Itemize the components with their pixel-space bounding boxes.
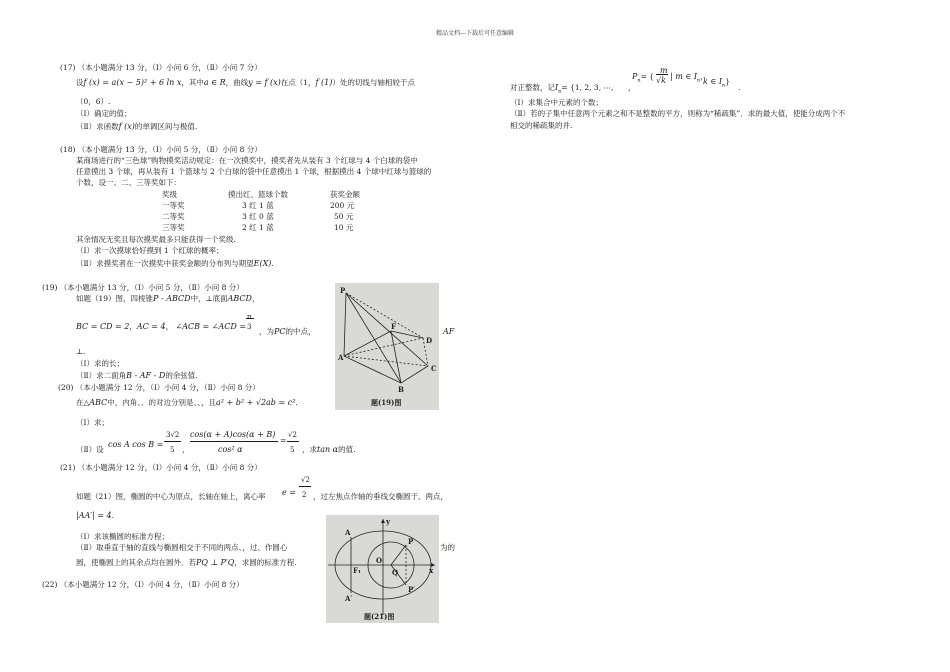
point-label-p-prime: P′ (408, 585, 416, 594)
q17-part1: （Ⅰ）确定的值； (76, 109, 132, 118)
q19-title: (19) （本小题满分 13 分，（Ⅰ）小问 5 分，（Ⅱ）小问 8 分） (42, 283, 244, 292)
q20-eq2-rhs-num: √2 (288, 431, 297, 439)
point-label-p: P (408, 537, 414, 546)
q20-eq2-num: cos(α + A)cos(α + B) (190, 430, 276, 439)
table-cell: 3 红 0 蓝 (242, 212, 274, 221)
q18-part2: （Ⅱ）求摸奖者在一次摸奖中获奖金额的分布列与期望E(X). (76, 259, 274, 268)
q18-text-3: 个数，设一、二、三等奖如下： (76, 178, 181, 187)
table-row (160, 200, 420, 211)
header-cell: 摸出红、篮球个数 (228, 190, 288, 199)
fraction-pi-denominator: 3 (247, 323, 252, 331)
table-cell: 2 红 1 蓝 (242, 223, 274, 232)
q21-text-1a: 如题（21）图，椭圆的中心为原点，长轴在轴上，离心率 (76, 492, 266, 501)
q21-part1: （Ⅰ）求该椭圆的标准方程； (76, 532, 169, 541)
q18-title: (18) （本小题满分 13 分，（Ⅰ）小问 5 分，（Ⅱ）小问 8 分） (60, 145, 262, 154)
q22-part2: （Ⅱ）若的子集中任意两个元素之和不是整数的平方，则称为“稀疏集”．求的最大值，使能分成两个不 (510, 109, 846, 118)
header-cell: 奖级 (162, 190, 177, 199)
set-p-cond: | m ∈ $I_n$， (670, 72, 708, 84)
fraction-bar (299, 486, 311, 487)
prize-table (160, 189, 420, 233)
fraction-bar (164, 441, 181, 442)
q21-title: (21) （本小题满分 12 分，（Ⅰ）小问 4 分，（Ⅱ）小问 8 分） (60, 463, 262, 472)
q18-part1: （Ⅰ）求一次摸球恰好摸到 1 个红球的概率； (76, 246, 224, 255)
point-label-a: A (345, 528, 351, 537)
pyramid-diagram (335, 283, 439, 410)
q20-eq1-den: 5 (170, 446, 175, 454)
point-label-q: Q (392, 568, 399, 577)
set-p-m: m (660, 66, 668, 75)
q17-statement: 设f (x) = a(x − 5)² + 6 ln x，其中a ∈ R，曲线y = f (x)在点（1，f (1)）处的切线与轴相较于点 (76, 78, 415, 87)
q20-comma: ， (182, 445, 190, 454)
prize-table-header (160, 189, 420, 200)
header-cell: 获奖金额 (330, 190, 360, 199)
q19-text-3: ⊥. (76, 347, 86, 356)
q21-part2-b: 圆，使椭圆上的其余点均在圆外．若PQ ⊥ P′Q，求圆的标准方程. (76, 558, 297, 567)
point-label-a-prime: A′ (345, 594, 353, 603)
q21-part2-tail: 为的 (440, 543, 455, 552)
q22-part2-cont: 相交的稀疏集的并. (510, 121, 573, 130)
q20-title: (20) （本小题满分 12 分，（Ⅰ）小问 4 分，（Ⅱ）小问 8 分） (58, 383, 260, 392)
table-cell: 二等奖 (162, 212, 185, 221)
point-label-f1: F₁ (353, 566, 362, 575)
fraction-bar (246, 318, 254, 319)
q18-text-1: 某商场进行的“三色球”购物摸奖活动规定：在一次摸奖中，摸奖者先从装有 3 个红球与 4 个白球的袋中 (76, 156, 418, 165)
table-cell: 10 元 (334, 223, 354, 232)
vertex-label-c: C (431, 364, 437, 373)
q20-part2-prefix: （Ⅱ）设 (76, 445, 104, 454)
table-cell: 三等奖 (162, 223, 185, 232)
table-cell: 一等奖 (162, 201, 185, 210)
fraction-bar (190, 441, 278, 442)
q19-text-2b: ，为PC的中点， (259, 327, 316, 336)
set-p-cond2: k ∈ $I_n$} (703, 77, 731, 89)
right-text-1: 对正整数，记$I_n= \{1$, 2, 3, ⋯, (510, 83, 614, 95)
q21-text-2: |AA′| = 4. (76, 511, 115, 520)
q19-text-2: BC = CD = 2，AC = 4， ∠ACB = ∠ACD = (76, 322, 247, 331)
q20-text-1: 在△ABC中，内角、、的对边分别是、、，且a² + b² + √2ab = c². (76, 398, 298, 407)
ellipse-diagram (326, 515, 439, 623)
q19-text-1: 如题（19）图，四棱锥P - ABCD中，⊥底面ABCD， (76, 294, 260, 303)
q21-text-1b: ，过左焦点作轴的垂线交椭圆于、两点， (313, 492, 448, 501)
axis-label-x: x (429, 566, 434, 575)
q18-text-4: 其余情况无奖且每次摸奖最多只能获得一个奖级. (76, 235, 236, 244)
vertex-label-d: D (426, 336, 433, 345)
fraction-bar (656, 74, 668, 75)
q17-point: （0，6）. (76, 97, 111, 106)
q19-part1: （Ⅰ）求的长； (76, 359, 124, 368)
vertex-label-a: A (338, 353, 344, 362)
q19-af: AF (443, 327, 455, 336)
q21-e: e = (282, 488, 296, 497)
table-row (160, 211, 420, 222)
q20-part2-suffix: ，求tan α的值. (302, 445, 356, 454)
page-header: 精品文档---下载后可任意编辑 (435, 30, 515, 37)
figure-19-caption: 题(19)图 (371, 398, 402, 407)
q17-title: (17) （本小题满分 13 分，（Ⅰ）小问 6 分，（Ⅱ）小问 7 分） (60, 63, 262, 72)
q20-equals: = (280, 436, 287, 445)
q17-part2: （Ⅱ）求函数f (x)的单调区间与极值. (76, 122, 198, 131)
right-text-1c: . (738, 83, 741, 92)
q20-eq2-rhs-den: 5 (290, 446, 295, 454)
q21-e-num: √2 (301, 476, 310, 484)
q21-e-den: 2 (302, 491, 307, 499)
figure-19 (335, 283, 439, 410)
fraction-pi-numerator: π (247, 313, 252, 321)
q20-eq1-lhs: cos A cos B = (108, 440, 164, 449)
point-label-o: O (376, 556, 383, 565)
q18-text-2: 任意摸出 3 个球，再从装有 1 个篮球与 2 个白球的袋中任意摸出 1 个球，根据摸出 4 个球中红球与篮球的 (76, 167, 432, 176)
q21-part2: （Ⅱ）取垂直于轴的直线与椭圆相交于不同的两点、，过、作圆心 (76, 543, 288, 552)
set-p-def: $P_n=$ { (632, 72, 655, 84)
q22-title: (22) （本小题满分 12 分，（Ⅰ）小问 4 分，（Ⅱ）小问 8 分） (42, 580, 244, 589)
figure-21-caption: 题(21)图 (364, 612, 395, 621)
table-row (160, 222, 420, 233)
figure-21 (326, 515, 439, 623)
q20-eq2-den: cos² α (218, 445, 243, 454)
q19-part2: （Ⅱ）求二面角B - AF - D的余弦值. (76, 371, 198, 380)
table-cell: 3 红 1 蓝 (242, 201, 274, 210)
right-text-1b: ， (628, 83, 636, 92)
q20-eq1-num: 3√2 (166, 431, 180, 439)
q22-part1: （Ⅰ）求集合中元素的个数； (510, 98, 603, 107)
table-cell: 200 元 (330, 201, 355, 210)
q20-part1: （Ⅰ）求； (76, 418, 109, 427)
fraction-bar (287, 441, 299, 442)
axis-label-y: y (386, 517, 391, 526)
table-cell: 50 元 (334, 212, 354, 221)
vertex-label-f: F (391, 322, 396, 331)
vertex-label-p: P (340, 286, 346, 295)
vertex-label-b: B (398, 385, 404, 394)
set-p-sqrtk: √k (656, 76, 666, 85)
